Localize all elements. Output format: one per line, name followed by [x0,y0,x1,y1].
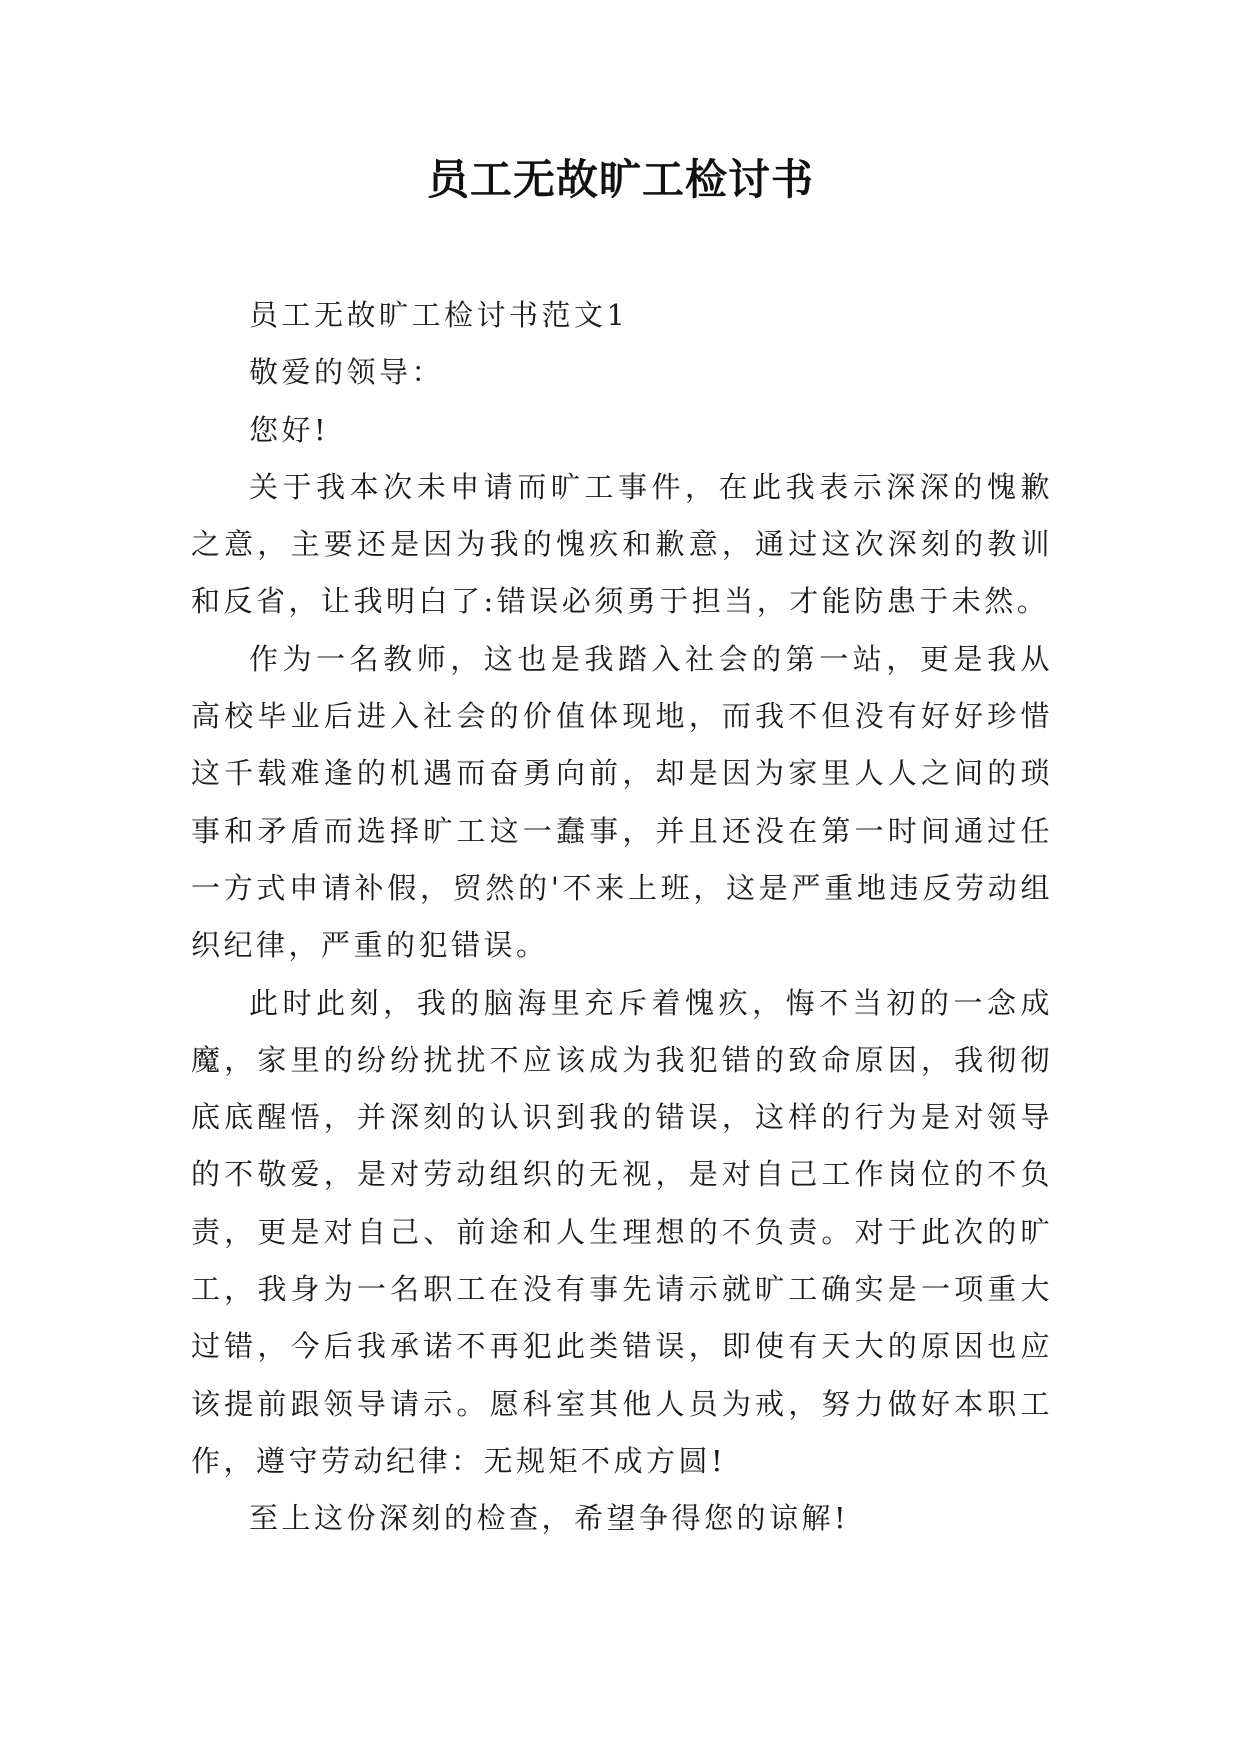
document-body [191,287,1053,1548]
body-paragraph: 此时此刻，我的脑海里充斥着愧疚，悔不当初的一念成魔，家里的纷纷扰扰不应该成为我犯错的致命原因，我彻彻底底醒悟，并深刻的认识到我的错误，这样的行为是对领导的不敬爱，是对劳动组织的无视，是对自己工作岗位的不负责，更是对自己、前途和人生理想的不负责。对于此次的旷工，我身为一名职工在没有事先请示就旷工确实是一项重大过错，今后我承诺不再犯此类错误，即使有天大的原因也应该提前跟领导请示。愿科室其他人员为戒，努力做好本职工作，遵守劳动纪律：无规矩不成方圆! [191,985,1053,1478]
section-heading: 员工无故旷工检讨书范文1 [249,298,629,332]
closing-paragraph: 至上这份深刻的检查，希望争得您的谅解! [249,1501,850,1536]
body-paragraph: 关于我本次未申请而旷工事件，在此我表示深深的愧歉之意，主要还是因为我的愧疚和歉意，通过这次深刻的教训和反省，让我明白了:错误必须勇于担当，才能防患于未然。 [191,469,1053,619]
document-title: 员工无故旷工检讨书 [426,155,814,204]
body-paragraph: 作为一名教师，这也是我踏入社会的第一站，更是我从高校毕业后进入社会的价值体现地，而我不但没有好好珍惜这千载难逢的机遇而奋勇向前，却是因为家里人人之间的琐事和矛盾而选择旷工这一蠢事，并且还没在第一时间通过任一方式申请补假，贸然的'不来上班，这是严重地违反劳动组织纪律，严重的犯错误。 [191,641,1053,963]
greeting: 您好! [249,412,330,447]
salutation: 敬爱的领导： [249,355,445,390]
